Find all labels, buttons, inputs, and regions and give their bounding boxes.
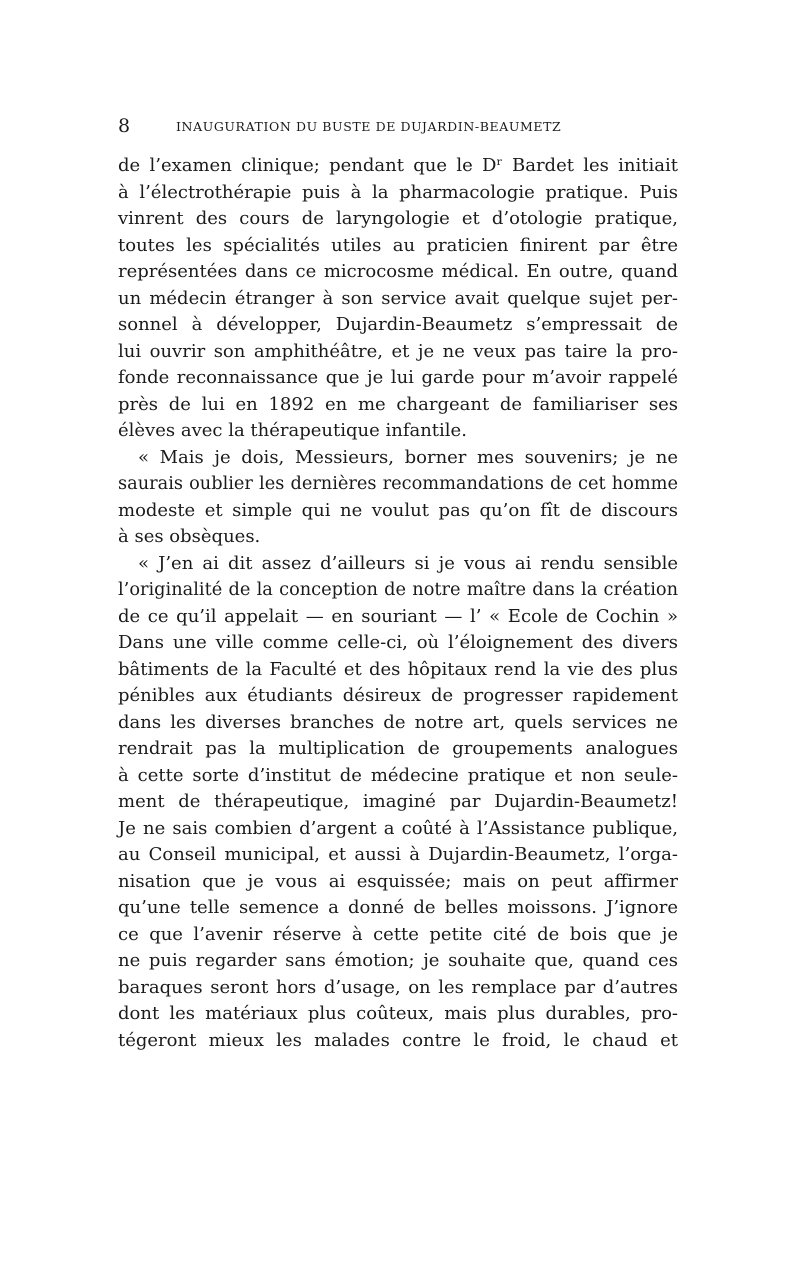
text-line: Je ne sais combien d’argent a coûté à l’Assistance publique, <box>118 817 678 839</box>
text-line: l’originalité de la conception de notre maître dans la création <box>118 580 678 600</box>
text-line: qu’une telle semence a donné de belles moissons. J’ignore <box>118 897 678 918</box>
text-line: dans les diverses branches de notre art, quels services ne <box>118 711 678 733</box>
text-line: « J’en ai dit assez d’ailleurs si je vous ai rendu sensible <box>138 552 678 574</box>
text-line: nisation que je vous ai esquissée; mais on peut affirmer <box>118 870 678 892</box>
text-line: « Mais je dois, Messieurs, borner mes souvenirs; je ne <box>138 446 678 468</box>
text-line: baraques seront hors d’usage, on les remplace par d’autres <box>118 976 678 998</box>
text-line: de ce qu’il appelait — en souriant — l’ « Ecole de Cochin » <box>118 605 678 627</box>
text-line: fonde reconnaissance que je lui garde pour m’avoir rappelé <box>118 367 678 388</box>
text-line: de l’examen clinique; pendant que le Dʳ Bardet les initiait <box>118 155 678 176</box>
text-line: modeste et simple qui ne voulut pas qu’on fît de discours <box>118 499 678 521</box>
text-line: dont les matériaux plus coûteux, mais plus durables, pro- <box>118 1003 678 1024</box>
text-line: élèves avec la thérapeutique infantile. <box>118 420 467 441</box>
text-line: ment de thérapeutique, imaginé par Dujardin-Beaumetz! <box>118 791 678 812</box>
text-line: rendrait pas la multiplication de groupements analogues <box>118 738 678 759</box>
body-text <box>118 153 678 1054</box>
text-line: à ses obsèques. <box>118 526 261 547</box>
text-line: au Conseil municipal, et aussi à Dujardin-Beaumetz, l’orga- <box>118 844 678 865</box>
text-line: ne puis regarder sans émotion; je souhaite que, quand ces <box>118 950 678 971</box>
text-line: un médecin étranger à son service avait quelque sujet per- <box>118 287 678 309</box>
text-line: ce que l’avenir réserve à cette petite cité de bois que je <box>118 923 678 945</box>
text-line: à cette sorte d’institut de médecine pratique et non seule- <box>118 764 678 786</box>
text-line: à l’électrothérapie puis à la pharmacologie pratique. Puis <box>118 181 678 203</box>
running-title: INAUGURATION DU BUSTE DE DUJARDIN-BEAUMETZ <box>176 119 562 134</box>
text-line: représentées dans ce microcosme médical. En outre, quand <box>118 261 678 282</box>
running-header <box>118 114 678 138</box>
page-number: 8 <box>118 115 131 137</box>
text-line: saurais oublier les dernières recommandations de cet homme <box>118 474 678 494</box>
text-line: pénibles aux étudiants désireux de progresser rapidement <box>118 685 678 706</box>
text-line: lui ouvrir son amphithéâtre, et je ne veux pas taire la pro- <box>118 340 678 362</box>
text-line: vinrent des cours de laryngologie et d’otologie pratique, <box>118 208 678 229</box>
text-line: sonnel à développer, Dujardin-Beaumetz s’empressait de <box>118 314 678 335</box>
text-line: près de lui en 1892 en me chargeant de familiariser ses <box>118 393 678 415</box>
text-line: tégeront mieux les malades contre le froid, le chaud et <box>118 1029 678 1051</box>
text-line: toutes les spécialités utiles au praticien finirent par être <box>118 234 678 256</box>
text-line: Dans une ville comme celle-ci, où l’éloignement des divers <box>118 632 678 653</box>
text-line: bâtiments de la Faculté et des hôpitaux rend la vie des plus <box>118 658 678 680</box>
